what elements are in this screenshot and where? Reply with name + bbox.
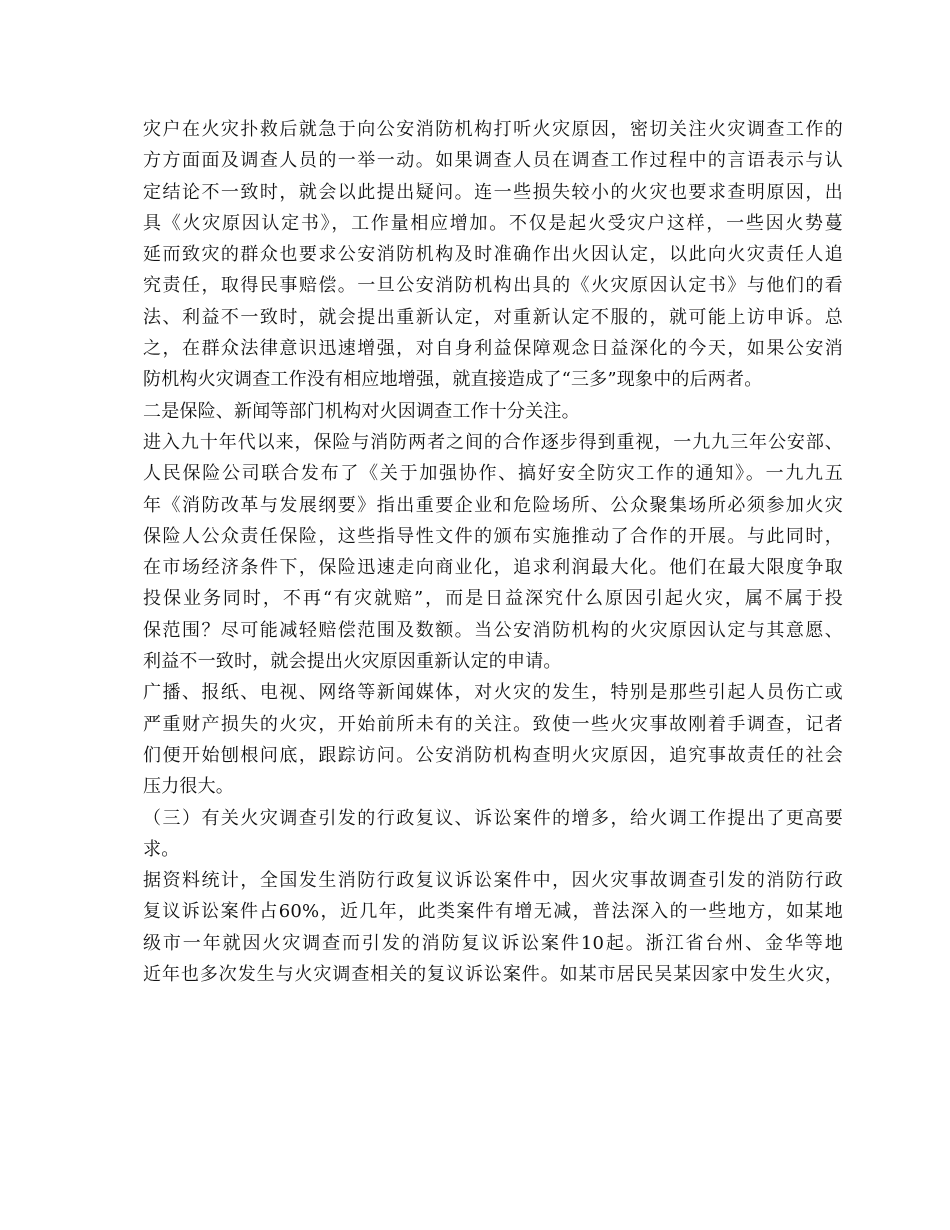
text-line: 严重财产损失的火灾，开始前所未有的关注。致使一些火灾事故刚着手调查，记者 [143,713,843,735]
text-line: 年《消防改革与发展纲要》指出重要企业和危险场所、公众聚集场所必须参加火灾 [143,494,843,516]
text-line: 级市一年就因火灾调查而引发的消防复议诉讼案件10起。浙江省台州、金华等地 [143,932,843,954]
text-line: 利益不一致时，就会提出火灾原因重新认定的申请。 [143,651,562,673]
text-line: 据资料统计，全国发生消防行政复议诉讼案件中，因火灾事故调查引发的消防行政 [143,870,843,892]
text-line: 进入九十年代以来，保险与消防两者之间的合作逐步得到重视，一九九三年公安部、 [143,431,843,453]
text-line: 定结论不一致时，就会以此提出疑问。连一些损失较小的火灾也要求查明原因，出 [143,181,843,203]
text-line: 延而致灾的群众也要求公安消防机构及时准确作出火因认定，以此向火灾责任人追 [143,244,843,266]
text-line: 保范围？尽可能减轻赔偿范围及数额。当公安消防机构的火灾原因认定与其意愿、 [143,619,843,641]
text-line: 投保业务同时，不再“有灾就赔”，而是日益深究什么原因引起火灾，属不属于投 [143,588,843,610]
text-line: 压力很大。 [143,776,234,798]
text-line: 们便开始刨根问底，跟踪访问。公安消防机构查明火灾原因，追究事故责任的社会 [143,744,843,766]
text-line: 保险人公众责任保险，这些指导性文件的颁布实施推动了合作的开展。与此同时， [143,525,843,547]
text-line: 方方面面及调查人员的一举一动。如果调查人员在调查工作过程中的言语表示与认 [143,150,843,172]
text-line: 究责任，取得民事赔偿。一旦公安消防机构出具的《火灾原因认定书》与他们的看 [143,275,843,297]
text-line: 人民保险公司联合发布了《关于加强协作、搞好安全防灾工作的通知》。一九九五 [143,463,843,485]
text-line: 广播、报纸、电视、网络等新闻媒体，对火灾的发生，特别是那些引起人员伤亡或 [143,682,843,704]
text-line: 在市场经济条件下，保险迅速走向商业化，追求利润最大化。他们在最大限度争取 [143,557,843,579]
text-line: 近年也多次发生与火灾调查相关的复议诉讼案件。如某市居民吴某因家中发生火灾， [143,964,843,986]
text-line: 灾户在火灾扑救后就急于向公安消防机构打听火灾原因，密切关注火灾调查工作的 [143,119,843,140]
document-body [143,114,843,990]
section-heading: 求。 [143,838,180,860]
section-heading: （三）有关火灾调查引发的行政复议、诉讼案件的增多，给火调工作提出了更高要 [143,807,843,829]
text-line: 之，在群众法律意识迅速增强，对自身利益保障观念日益深化的今天，如果公安消 [143,338,843,360]
text-line: 具《火灾原因认定书》，工作量相应增加。不仅是起火受灾户这样，一些因火势蔓 [143,212,843,234]
text-line: 防机构火灾调查工作没有相应地增强，就直接造成了“三多”现象中的后两者。 [143,369,763,391]
text-line: 法、利益不一致时，就会提出重新认定，对重新认定不服的，就可能上访申诉。总 [143,306,843,328]
text-line: 复议诉讼案件占60%，近几年，此类案件有增无减，普法深入的一些地方，如某地 [143,901,843,923]
section-heading: 二是保险、新闻等部门机构对火因调查工作十分关注。 [143,400,580,422]
